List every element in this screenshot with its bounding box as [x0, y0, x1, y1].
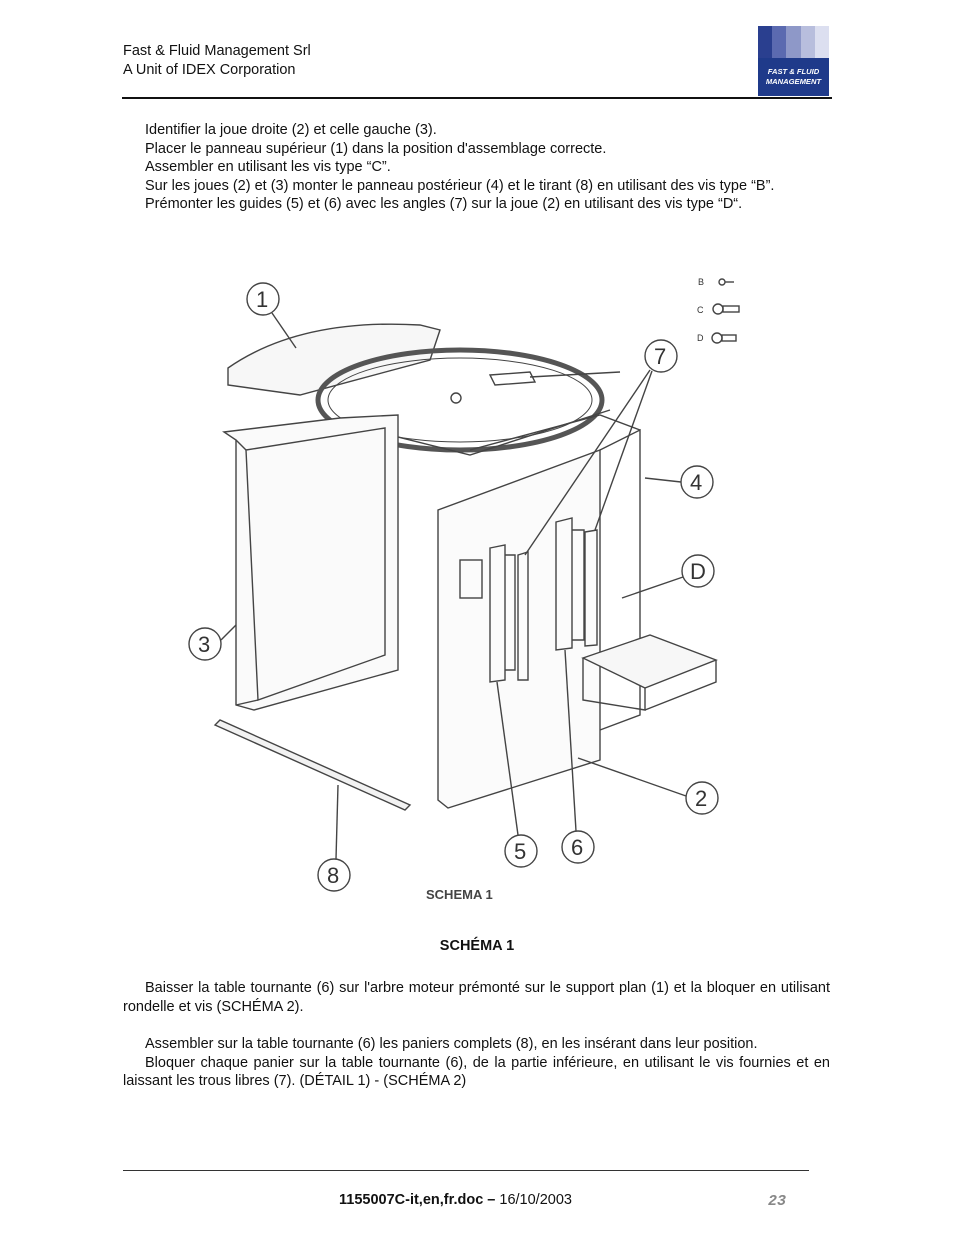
paragraph-text: Baisser la table tournante (6) sur l'arbre moteur prémonté sur le support plan (1) et la bloquer en utilisant rondelle et vis (SCHÉMA 2).	[123, 980, 830, 1015]
paragraph-baskets	[123, 1035, 830, 1091]
screw-label-c: C	[697, 305, 704, 315]
screw-d-icon	[712, 333, 736, 343]
company-logo	[758, 26, 829, 96]
logo-color-bars	[758, 26, 829, 58]
paragraph-text: Assembler sur la table tournante (6) les paniers complets (8), en les insérant dans leur position.	[145, 1036, 758, 1052]
page-number: 23	[768, 1193, 787, 1210]
document-date: 16/10/2003	[495, 1192, 572, 1208]
footer	[339, 1192, 572, 1208]
callout-d	[622, 555, 714, 598]
document-name: 1155007C-it,en,fr.doc –	[339, 1192, 496, 1208]
shelf	[583, 635, 716, 710]
callout-label: 3	[198, 632, 211, 657]
callout-2	[578, 758, 718, 814]
footer-rule	[123, 1170, 809, 1171]
callout-3	[189, 625, 236, 660]
screw-label-d: D	[697, 333, 704, 343]
instruction-line: Sur les joues (2) et (3) monter le panneau postérieur (4) et le tirant (8) en utilisant des vis type “B”.	[145, 177, 775, 194]
paragraph-turntable	[123, 979, 830, 1016]
callout-label: 1	[256, 287, 269, 312]
intro-instructions	[123, 121, 830, 214]
company-subtitle: A Unit of IDEX Corporation	[123, 62, 296, 78]
callout-1	[247, 283, 296, 348]
callout-8	[318, 785, 350, 891]
screw-b-icon	[719, 279, 734, 285]
screw-legend	[697, 277, 739, 343]
assembly-diagram	[180, 255, 810, 905]
left-side-panel	[224, 415, 398, 710]
callout-label: 5	[514, 839, 527, 864]
figure-caption: SCHÉMA 1	[439, 938, 515, 954]
screw-c-icon	[713, 304, 739, 314]
logo-text-line2: MANAGEMENT	[765, 77, 822, 86]
callout-label: 6	[571, 835, 584, 860]
logo-text-box	[758, 58, 829, 96]
company-header	[123, 42, 311, 80]
logo-bar	[801, 26, 815, 58]
callout-label: 4	[690, 470, 703, 495]
screw-label-b: B	[698, 277, 705, 287]
callout-label: 8	[327, 863, 340, 888]
logo-bar	[772, 26, 786, 58]
callout-4	[645, 466, 713, 498]
logo-text-line1: FAST & FLUID	[767, 67, 820, 76]
paragraph-text: Bloquer chaque panier sur la table tournante (6), de la partie inférieure, en utilisant le vis fournies et en laissant les trous libres (7). (DÉTAIL 1) - (SCHÉMA 2)	[123, 1054, 830, 1089]
instruction-line: Prémonter les guides (5) et (6) avec les angles (7) sur la joue (2) en utilisant des vis type “D“.	[145, 196, 743, 212]
instruction-line: Identifier la joue droite (2) et celle gauche (3).	[145, 122, 437, 138]
figure-inner-caption: SCHEMA 1	[426, 887, 493, 902]
logo-bar	[786, 26, 800, 58]
logo-bar	[758, 26, 772, 58]
callout-label: D	[690, 559, 706, 584]
callout-label: 2	[695, 786, 708, 811]
tie-bar	[215, 720, 410, 810]
header-rule	[122, 97, 832, 99]
logo-bar	[815, 26, 829, 58]
right-side-panel	[438, 415, 640, 808]
instruction-line: Assembler en utilisant les vis type “C”.	[145, 159, 391, 175]
instruction-line: Placer le panneau supérieur (1) dans la position d'assemblage correcte.	[145, 140, 607, 157]
company-name: Fast & Fluid Management Srl	[123, 43, 311, 59]
callout-label: 7	[654, 344, 667, 369]
